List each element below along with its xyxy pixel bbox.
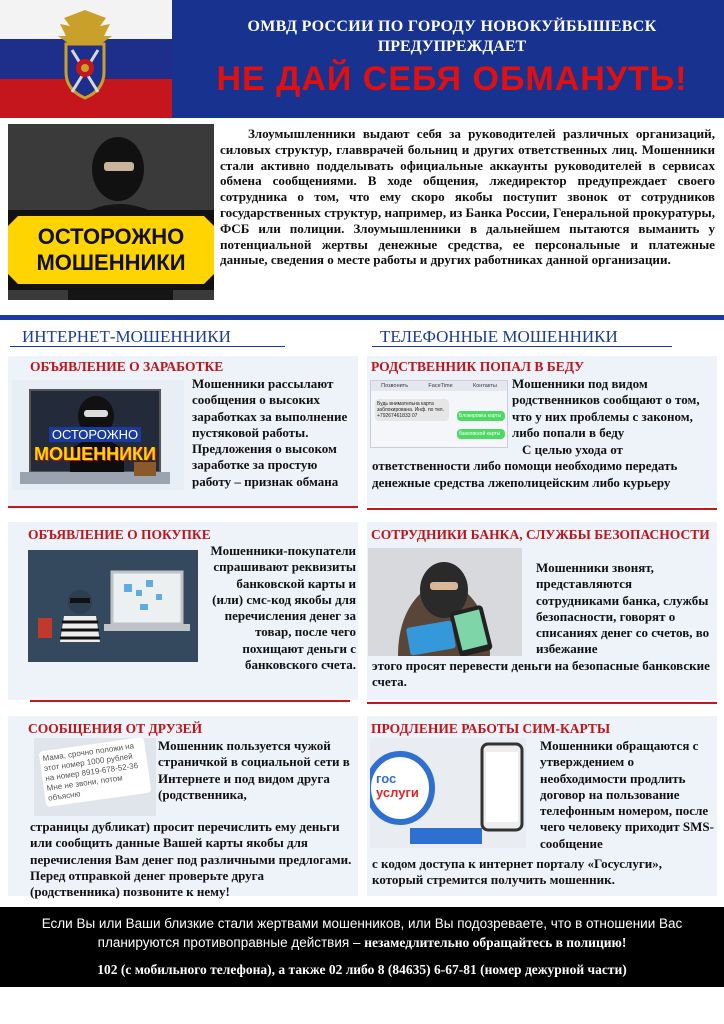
gosuslugi-logo-line2: услуги — [376, 785, 419, 800]
footer-warning-bold: незамедлительно обращайтесь в полицию! — [364, 935, 627, 950]
card-relative-title: РОДСТВЕННИК ПОПАЛ В БЕДУ — [371, 359, 585, 374]
card-bank-text-bottom: этого просят перевести деньги на безопасные банковские счета. — [372, 658, 710, 690]
intro-image-caption-1: ОСТОРОЖНО — [37, 224, 185, 249]
red-rule-purchase — [30, 700, 350, 702]
police-emblem-icon — [52, 6, 118, 102]
card-purchase-title: ОБЪЯВЛЕНИЕ О ПОКУПКЕ — [28, 527, 211, 542]
card-sim-title: ПРОДЛЕНИЕ РАБОТЫ СИМ-КАРТЫ — [371, 721, 611, 736]
section-underline-left — [10, 346, 285, 347]
red-rule-bank — [367, 702, 717, 704]
footer-warning — [20, 914, 704, 952]
phone-message-2: Блокировка карты — [457, 411, 505, 421]
job-image-caption-2: МОШЕННИКИ — [34, 444, 156, 464]
phone-tab-contacts: Контакты — [473, 383, 497, 389]
phone-message-3: банковской карты — [457, 429, 505, 439]
friends-screen-text: Мама, срочно положи на этот номер 1000 рублей на номер 8919-678-52-36 Мне не звони, потом объясню — [39, 738, 152, 807]
relative-phone-screenshot — [370, 380, 508, 448]
section-underline-right — [372, 346, 672, 347]
header-headline: НЕ ДАЙ СЕБЯ ОБМАНУТЬ! — [216, 60, 688, 98]
card-sim-text-top: Мошенники обращаются с утверждением о необходимости продлить договор на пользование телефонным номером, после чего человеку приходит SMS-сообщение — [540, 738, 714, 851]
phone-tab-facetime: FaceTime — [428, 383, 453, 389]
section-divider — [0, 315, 724, 320]
card-relative-text-top: Мошенники под видом родственников сообщают о том, что у них проблемы с законом, либо попали в беду — [512, 376, 700, 440]
footer-warning-text: Если Вы или Ваши близкие стали жертвами мошенников, или Вы подозреваете, что в отношении Вас планируются противоправные действия – — [41, 916, 683, 950]
sim-image — [370, 738, 526, 848]
card-sim-text-bottom: с кодом доступа к интернет порталу «Госуслуги», который стремится получить мошенник. — [372, 856, 662, 888]
card-friends-text-bottom: страницы дубликат) просит перечислить ему деньги или сообщить данные Вашей карты якобы для перечисления Вам денег под различными предлогами. Перед отправкой денег проверьте друга (родственника) позвоните к нему! — [30, 819, 352, 900]
intro-image — [8, 124, 214, 300]
purchase-image — [28, 550, 198, 662]
card-bank-text-top: Мошенники звонят, представляются сотрудниками банка, службы безопасности, говорят о списаниях денег со счетов, во избежание — [536, 560, 710, 657]
job-image-caption-1: ОСТОРОЖНО — [49, 427, 141, 442]
bank-image — [368, 548, 522, 656]
intro-text: Злоумышленники выдают себя за руководителей различных организаций, силовых структур, главврачей больниц и других ответственных лиц. Мошенники стали активно подделывать официальные аккаунты руководителей в сервисах обмена сообщениями. В ходе общения, лжедиректор предупреждает своего сотрудника о том, что ему скоро якобы поступит звонок от сотрудников государственных структур, например, из Банка России, Генеральной прокуратуры, ФСБ или полиции. Злоумышленники в дальнейшем пытаются выманить у потенциальной жертвы денежные средства, ее персональные и платежные данные, сведения о месте работы и других работниках данной организации. — [220, 126, 715, 268]
intro-image-caption-2: МОШЕННИКИ — [36, 250, 186, 275]
footer-phones: 102 (с мобильного телефона), а также 02 либо 8 (84635) 6-67-81 (номер дежурной части) — [97, 962, 627, 977]
card-bank-title: СОТРУДНИКИ БАНКА, СЛУЖБЫ БЕЗОПАСНОСТИ — [371, 527, 710, 542]
card-relative-text-bottom: С целью ухода от ответственности либо помощи необходимо передать денежные средства лжеполицейским либо курьеру — [372, 442, 678, 490]
job-ad-image — [12, 380, 184, 490]
phone-tab-call: Позвонить — [381, 383, 409, 389]
red-rule-job — [8, 506, 358, 508]
gosuslugi-logo-line1: гос — [376, 771, 397, 786]
section-title-internet: ИНТЕРНЕТ-МОШЕННИКИ — [22, 327, 231, 346]
phone-message-1: Будь внимательна карта заблокирована. Инф. по тел. +79267461833 07 — [375, 399, 449, 421]
header-line-2: ПРЕДУПРЕЖДАЕТ — [377, 38, 527, 55]
card-friends-text-top: Мошенник пользуется чужой страничкой в социальной сети в Интернете и под видом друга (родственника, — [158, 738, 350, 802]
header-line-1: ОМВД РОССИИ ПО ГОРОДУ НОВОКУЙБЫШЕВСК — [247, 18, 657, 35]
card-job-title: ОБЪЯВЛЕНИЕ О ЗАРАБОТКЕ — [30, 359, 224, 374]
friends-phone-image — [34, 738, 156, 816]
red-rule-relative — [367, 508, 717, 510]
card-purchase-text: Мошенники-покупатели спрашивают реквизиты банковской карты и (или) смс-код якобы для перечисления денег за товар, после чего похищают деньги с банковского счета. — [210, 543, 356, 673]
section-title-phone: ТЕЛЕФОННЫЕ МОШЕННИКИ — [380, 327, 618, 346]
card-friends-title: СООБЩЕНИЯ ОТ ДРУЗЕЙ — [28, 721, 203, 736]
card-job-text: Мошенники рассылают сообщения о высоких заработках за выполнение пустяковой работы. Предложения о высоком заработке за простую работу – признак обмана — [192, 376, 348, 489]
